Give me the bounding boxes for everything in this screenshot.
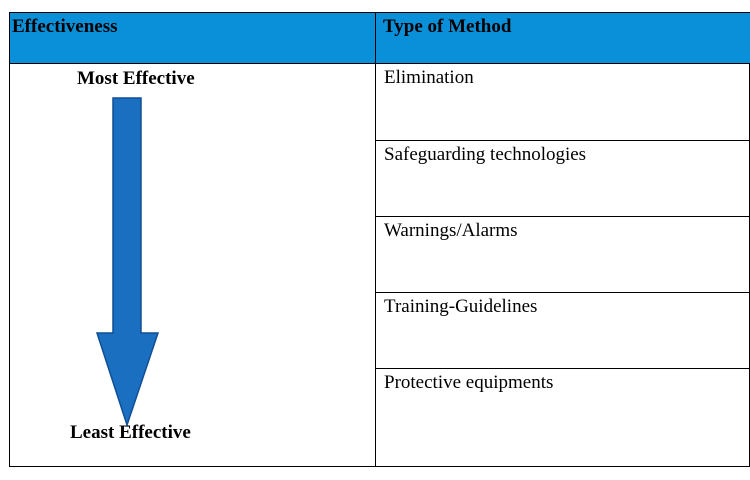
down-arrow-icon (96, 97, 160, 427)
method-row (376, 64, 750, 141)
method-label: Training-Guidelines (384, 296, 538, 317)
method-label: Safeguarding technologies (384, 144, 587, 165)
most-effective-label: Most Effective (77, 68, 195, 89)
method-row (376, 217, 750, 293)
effectiveness-column (10, 64, 376, 466)
effectiveness-header: Effectiveness (10, 13, 376, 63)
effectiveness-table (9, 12, 750, 467)
method-row (376, 141, 750, 217)
method-label: Protective equipments (384, 372, 554, 393)
method-column (376, 64, 750, 466)
method-row (376, 293, 750, 369)
method-row (376, 369, 750, 466)
method-label: Warnings/Alarms (384, 220, 518, 241)
method-label: Elimination (384, 67, 474, 88)
least-effective-label: Least Effective (70, 422, 191, 443)
method-header: Type of Method (383, 16, 512, 37)
table-header (10, 13, 750, 64)
arrow-shape (97, 98, 158, 425)
